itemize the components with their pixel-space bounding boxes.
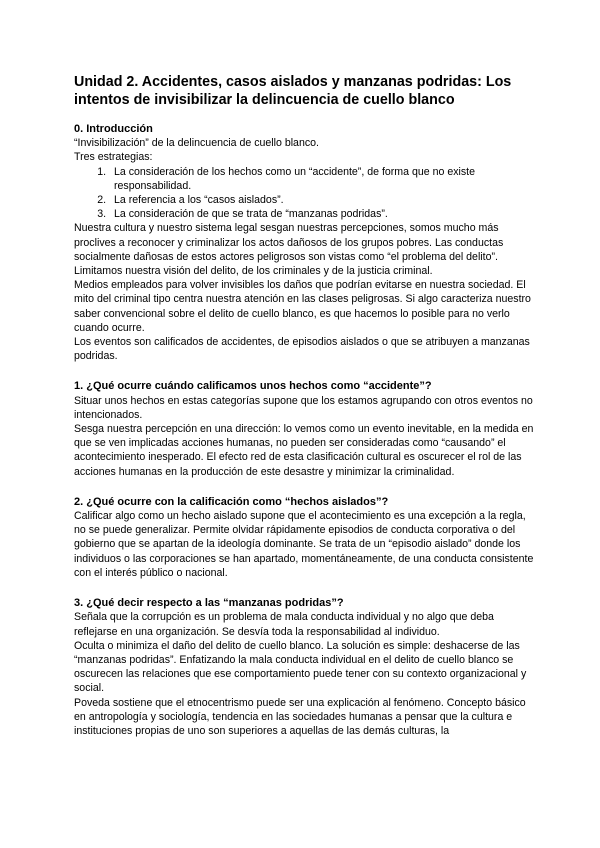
paragraph: Calificar algo como un hecho aislado supone que el acontecimiento es una excepción a la regla, no se puede generalizar. Permite olvidar rápidamente episodios de conducta corporativa o del gobierno que se apartan de la ideología dominante. Se trata de un “episodio aislado” donde los individuos o las corporaciones se han apartado, momentáneamente, de una conducta consistente con el interés público o nacional. (74, 510, 534, 579)
paragraph: Limitamos nuestra visión del delito, de los criminales y de la justicia criminal. (74, 265, 433, 278)
section-accidente (74, 379, 534, 478)
paragraph: Sesga nuestra percepción en una dirección: lo vemos como un evento inevitable, en la medida en que se ven implicadas acciones humanas, no pueden ser consideradas como “causando” el acontecimiento inesperado. El efecto red de esta clasificación cultural es oscurecer el rol de las acciones humanas en la producción de este desastre y minimizar la criminalidad. (74, 423, 534, 478)
spacer (74, 363, 534, 379)
list-item: 1. La consideración de los hechos como un “accidente”, de forma que no existe responsabilidad. (109, 165, 534, 193)
spacer (74, 580, 534, 596)
document-title: Unidad 2. Accidentes, casos aislados y manzanas podridas: Los intentos de invisibilizar la delincuencia de cuello blanco (74, 74, 512, 108)
section-introduction (74, 122, 534, 363)
paragraph: Oculta o minimiza el daño del delito de cuello blanco. La solución es simple: deshacerse de las “manzanas podridas”. Enfatizando la mala conducta individual en el delito de cuello blanco se oscurecen las relaciones que ese comportamiento puede tener con su contexto organizacional y social. (74, 639, 527, 695)
strategies-list (74, 165, 534, 222)
paragraph: Los eventos son calificados de accidentes, de episodios aislados o que se atribuyen a manzanas podridas. (74, 336, 530, 363)
spacer (74, 479, 534, 495)
section-hechos-aislados (74, 495, 534, 580)
paragraph: Tres estrategias: (74, 151, 153, 164)
paragraph: Señala que la corrupción es un problema de mala conducta individual y no algo que deba reflejarse en una organización. Se desvía toda la responsabilidad al individuo. (74, 611, 494, 638)
section-heading: 3. ¿Qué decir respecto a las “manzanas podridas”? (74, 597, 344, 610)
section-heading: 0. Introducción (74, 123, 153, 135)
section-heading: 1. ¿Qué ocurre cuándo calificamos unos hechos como “accidente”? (74, 380, 432, 393)
paragraph: Nuestra cultura y nuestro sistema legal sesgan nuestras percepciones, somos mucho más proclives a reconocer y criminalizar los actos dañosos de los grupos pobres. Las conductas socialmente dañosas de estos actores peligrosos son vistas como “el problema del delito”. (74, 222, 504, 263)
paragraph: Situar unos hechos en estas categorías supone que los estamos agrupando con otros eventos no intencionados. (74, 394, 533, 421)
paragraph: Poveda sostiene que el etnocentrismo puede ser una explicación al fenómeno. Concepto básico en antropología y sociología, tendencia en las sociedades humanas a pensar que la cultura e instituciones propias de uno son superiores a aquellas de las demás culturas, la (74, 696, 526, 737)
paragraph: “Invisibilización” de la delincuencia de cuello blanco. (74, 137, 319, 150)
section-manzanas-podridas (74, 596, 534, 738)
list-item: 2. La referencia a los “casos aislados”. (109, 193, 534, 207)
list-item: 3. La consideración de que se trata de “manzanas podridas”. (109, 207, 534, 221)
paragraph: Medios empleados para volver invisibles los daños que podrían evitarse en nuestra sociedad. El mito del criminal tipo centra nuestra atención en las clases peligrosas. Si algo caracteriza nuestro saber convencional sobre el delito de cuello blanco, es que hacemos lo posible para no verlo cuando ocurre. (74, 279, 531, 334)
section-heading: 2. ¿Qué ocurre con la calificación como “hechos aislados”? (74, 495, 389, 508)
document-body (74, 122, 534, 738)
